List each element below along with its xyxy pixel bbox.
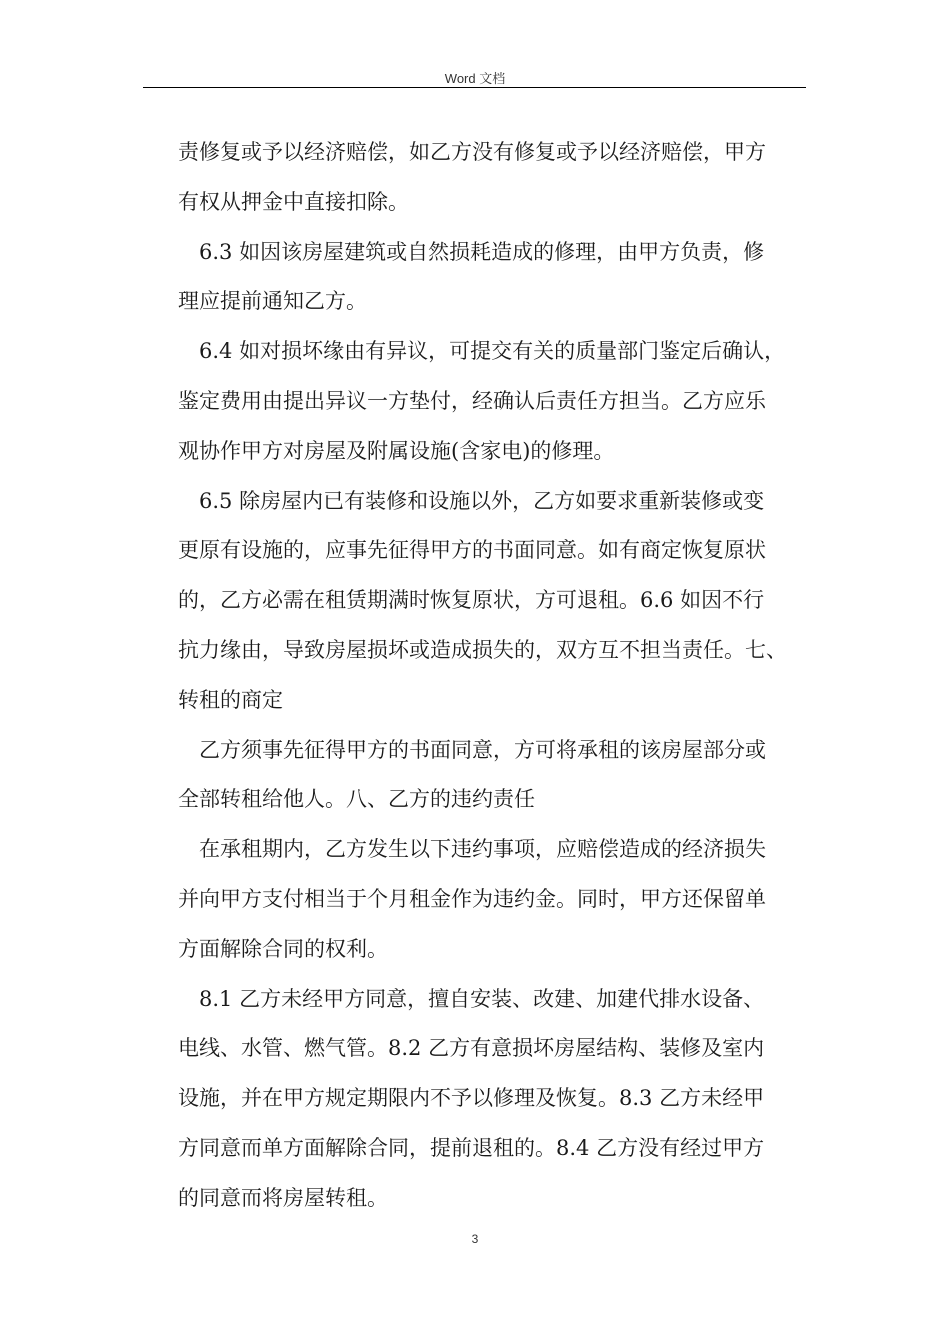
text-line: 的，乙方必需在租赁期满时恢复原状，方可退租。6.6 如因不行: [178, 588, 765, 613]
page-number: 3: [471, 1232, 479, 1246]
text-line: 6.4 如对损坏缘由有异议，可提交有关的质量部门鉴定后确认，: [199, 339, 786, 364]
text-line: 设施，并在甲方规定期限内不予以修理及恢复。8.3 乙方未经甲: [178, 1086, 765, 1111]
page-header: Word 文档: [444, 71, 506, 86]
text-line: 更原有设施的，应事先征得甲方的书面同意。如有商定恢复原状: [178, 538, 766, 563]
text-line: 方面解除合同的权利。: [178, 936, 388, 961]
text-line: 6.5 除房屋内已有装修和设施以外，乙方如要求重新装修或变: [199, 488, 765, 513]
text-line: 在承租期内，乙方发生以下违约事项，应赔偿造成的经济损失: [199, 837, 766, 862]
text-line: 电线、水管、燃气管。8.2 乙方有意损坏房屋结构、装修及室内: [178, 1036, 765, 1061]
text-line: 有权从押金中直接扣除。: [178, 189, 409, 214]
text-line: 乙方须事先征得甲方的书面同意，方可将承租的该房屋部分或: [199, 737, 766, 762]
text-line: 的同意而将房屋转租。: [178, 1185, 388, 1210]
text-line: 转租的商定: [178, 687, 283, 712]
text-line: 方同意而单方面解除合同，提前退租的。8.4 乙方没有经过甲方: [178, 1135, 765, 1160]
text-line: 抗力缘由，导致房屋损坏或造成损失的，双方互不担当责任。七、: [178, 637, 787, 662]
text-line: 并向甲方支付相当于个月租金作为违约金。同时，甲方还保留单: [178, 886, 766, 911]
text-line: 鉴定费用由提出异议一方垫付，经确认后责任方担当。乙方应乐: [178, 388, 766, 413]
text-line: 理应提前通知乙方。: [178, 289, 367, 314]
text-line: 全部转租给他人。八、乙方的违约责任: [178, 787, 535, 812]
text-line: 8.1 乙方未经甲方同意，擅自安装、改建、加建代排水设备、: [199, 986, 765, 1011]
header-divider: [143, 87, 806, 88]
document-body: [178, 128, 818, 1224]
text-line: 责修复或予以经济赔偿，如乙方没有修复或予以经济赔偿，甲方: [178, 140, 766, 164]
text-line: 观协作甲方对房屋及附属设施(含家电)的修理。: [178, 438, 615, 463]
text-line: 6.3 如因该房屋建筑或自然损耗造成的修理，由甲方负责，修: [199, 239, 765, 264]
